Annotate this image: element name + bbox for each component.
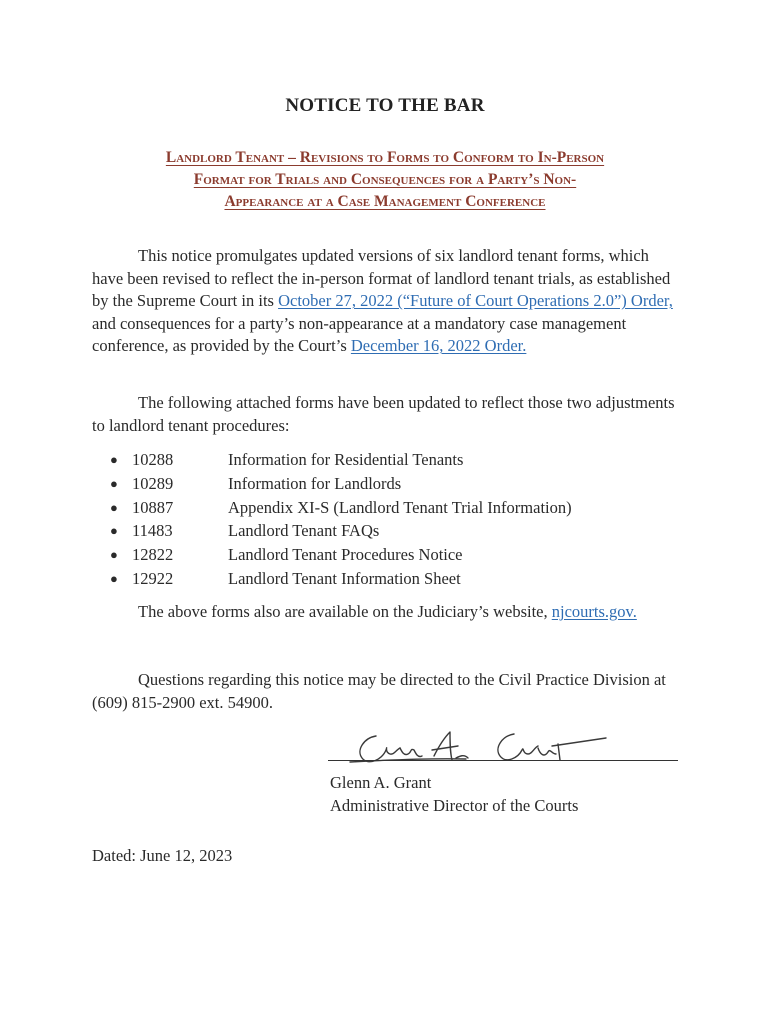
signature-line [328,760,678,761]
form-description: Landlord Tenant Information Sheet [228,568,461,588]
bullet-icon: ● [110,523,118,539]
form-number: 10288 [132,450,174,469]
website-paragraph [92,601,678,624]
njcourts-link[interactable]: njcourts.gov. [551,602,637,621]
notice-subtitle [92,147,678,213]
questions-paragraph: Questions regarding this notice may be directed to the Civil Practice Division at (609) 815-2900 ext. 54900. [92,670,666,712]
form-list-item [92,496,678,520]
signature-block [328,724,678,774]
form-description: Landlord Tenant Procedures Notice [228,545,463,565]
form-number: 12922 [132,568,174,588]
signer-name: Glenn A. Grant [330,773,432,792]
bullet-icon: ● [110,452,118,467]
bullet-icon: ● [110,499,118,515]
form-description: Appendix XI-S (Landlord Tenant Trial Information) [228,497,572,517]
form-number: 11483 [132,521,173,541]
signer-title: Administrative Director of the Courts [330,795,579,815]
notice-title: NOTICE TO THE BAR [285,95,485,116]
dated-line: Dated: June 12, 2023 [92,846,233,865]
intro-paragraph [92,245,678,358]
form-description: Information for Residential Tenants [228,450,464,469]
form-number: 10289 [132,473,174,493]
subtitle-line-1: Landlord Tenant – Revisions to Forms to Conform to In-Person [165,149,605,166]
website-text: The above forms also are available on the Judiciary’s website, [138,602,552,621]
bullet-icon: ● [110,475,118,491]
intro-text-b: and consequences for a party’s non-appearance at a mandatory case management conference, as provided by the Court’s [92,313,627,355]
signer-block [330,772,578,817]
form-list-item [92,472,678,496]
handwritten-signature [346,724,626,772]
form-list-item [92,567,678,591]
form-number: 12822 [132,545,174,565]
form-list-item [92,448,678,472]
form-description: Landlord Tenant FAQs [228,521,380,541]
intro-text-a: This notice promulgates updated versions of six landlord tenant forms, which have been revised to reflect the in-person format of landlord tenant trials, as established by the Supreme Court in its [92,246,671,310]
bullet-icon: ● [110,547,118,563]
form-description: Information for Landlords [228,473,402,493]
bullet-icon: ● [110,570,118,586]
forms-intro-paragraph: The following attached forms have been updated to reflect those two adjustments to landlord tenant procedures: [92,393,675,435]
future-of-court-operations-order-link[interactable]: October 27, 2022 (“Future of Court Operations 2.0”) Order, [278,291,673,310]
subtitle-line-3: Appearance at a Case Management Conference [224,193,546,210]
forms-list [92,448,678,591]
form-list-item [92,519,678,543]
subtitle-line-2: Format for Trials and Consequences for a Party’s Non- [193,171,577,188]
form-number: 10887 [132,497,174,517]
form-list-item [92,543,678,567]
december-2022-order-link[interactable]: December 16, 2022 Order. [350,336,527,355]
